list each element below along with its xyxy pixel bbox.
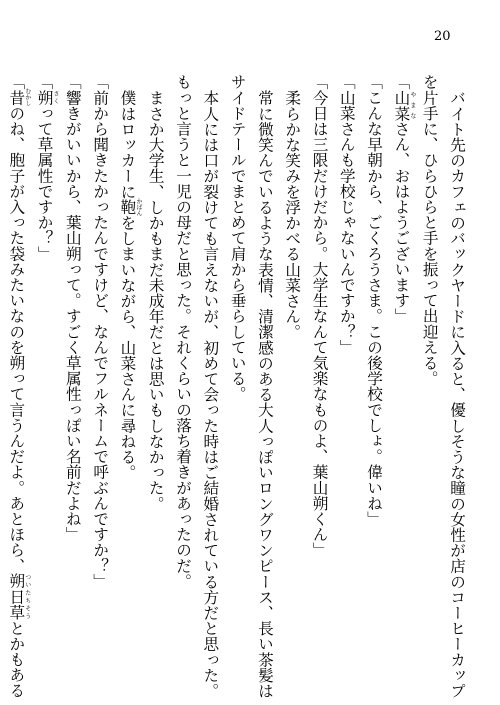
text-line: [86, 74, 113, 690]
text-line: [305, 74, 332, 690]
text-segment: 本人には口が裂けても言えないが、初めて会った時はご結婚されている方だと思った。: [201, 89, 220, 698]
ruby-reading: さく: [52, 89, 60, 106]
text-line: [30, 74, 58, 690]
text-segment: とかもある: [7, 620, 26, 699]
text-segment: まさか大学生、しかもまだ未成年だとは思いもしなかった。: [146, 89, 165, 511]
ruby-base: 朔日草: [7, 573, 26, 621]
text-line: [141, 74, 168, 690]
text-line: [251, 74, 278, 698]
text-segment: 常に微笑んでいるような表情、清潔感のある大人っぽいロングワンピース、長い茶髪は: [255, 89, 274, 698]
furigana-word: [392, 89, 416, 121]
furigana-word: [118, 197, 142, 216]
text-segment: 「前から聞きたかったんですけど、なんでフルネームで呼ぶんですか？」: [91, 74, 110, 589]
text-line: [2, 74, 31, 699]
text-segment: って草属性ですか？」: [35, 105, 54, 262]
text-line: [333, 74, 360, 690]
text-segment: 柔らかな笑みを浮かべる山菜さん。: [283, 89, 302, 340]
text-line: [223, 74, 250, 690]
text-line: [360, 74, 387, 690]
text-segment: 「: [35, 74, 54, 90]
text-line: [169, 74, 196, 690]
ruby-base: 山菜: [392, 89, 411, 121]
text-line: [196, 74, 223, 698]
text-segment: サイドテールでまとめて肩から垂らしている。: [228, 74, 247, 402]
text-line: [415, 74, 442, 690]
text-segment: バイト先のカフェのバックヤードに入ると、優しそうな瞳の女性が店のコーヒーカップ: [448, 89, 466, 698]
text-segment: 「: [7, 74, 26, 90]
text-line: [59, 74, 86, 690]
furigana-word: [35, 89, 60, 106]
text-line: [387, 74, 415, 690]
ruby-base: 鞄: [118, 197, 137, 216]
text-segment: 「山菜さんも学校じゃないんですか？」: [337, 74, 356, 355]
text-segment: のね、胞子が入った袋みたいなのを朔って言うんだよ。あとほら、: [7, 105, 26, 574]
text-segment: もっと言うと一児の母だと思った。それくらいの落ち着きがあったのだ。: [174, 74, 193, 589]
novel-text-body: [2, 74, 470, 699]
ruby-reading: ついたちそう: [23, 573, 31, 621]
ruby-reading: かばん: [134, 197, 142, 216]
text-segment: を片手に、ひらひらと手を振って出迎える。: [420, 74, 439, 386]
page-number: 20: [434, 29, 451, 44]
ruby-reading: やまな: [408, 89, 416, 121]
furigana-word: [7, 88, 31, 107]
ruby-base: 朔: [35, 89, 54, 106]
text-segment: 僕はロッカーに: [118, 89, 137, 199]
text-line: [278, 74, 305, 690]
text-segment: 「今日は三限だけだから。大学生なんて気楽なものよ、葉山朔くん」: [310, 74, 329, 558]
ruby-reading: むかし: [23, 88, 31, 107]
text-line: [443, 74, 470, 698]
text-segment: をしまいながら、山菜さんに尋ねる。: [118, 214, 137, 480]
text-segment: さん、おはようございます」: [392, 120, 411, 324]
text-line: [113, 74, 141, 690]
text-segment: 「: [392, 74, 411, 90]
text-segment: 「こんな早朝から、ごくろうさま。この後学校でしょ。偉いね」: [365, 74, 384, 527]
text-segment: 「響きがいいから、葉山朔って。すごく草属性っぽい名前だよね」: [63, 74, 82, 542]
ruby-base: 昔: [7, 88, 26, 107]
furigana-word: [7, 573, 31, 621]
